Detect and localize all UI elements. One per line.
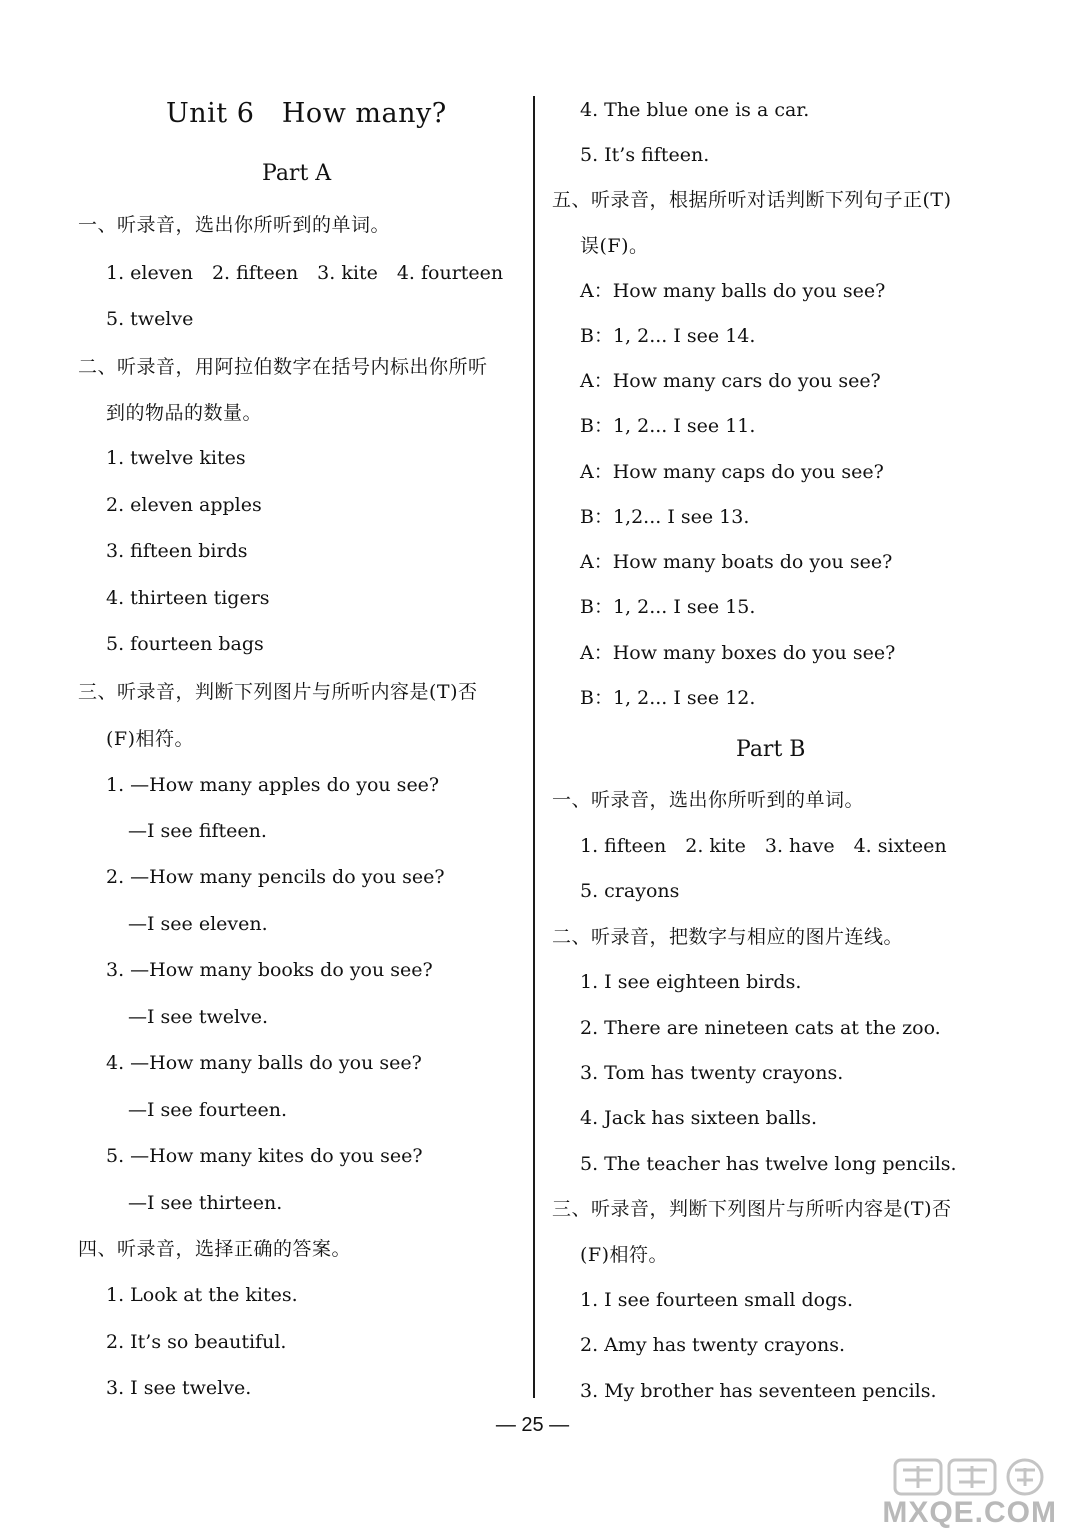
answer-line: 3. —How many books do you see? [106,959,433,981]
dialogue-line: B：1, 2... I see 12. [580,687,756,709]
answer-line: 4. The blue one is a car. [580,99,810,121]
answer-line: 1. —How many apples do you see? [106,774,440,796]
part-b-heading: Part B [736,737,806,762]
section-heading-cont: (F)相符。 [106,728,195,750]
answer-line: 1. Look at the kites. [106,1284,298,1306]
answer-line: 1. fifteen 2. kite 3. have 4. sixteen [580,835,947,857]
answer-line: 4. —How many balls do you see? [106,1052,422,1074]
answer-line: 2. Amy has twenty crayons. [580,1334,846,1356]
section-heading-cont: 到的物品的数量。 [106,402,263,424]
unit-title: Unit 6 How many? [166,98,447,129]
section-heading: 一、听录音，选出你所听到的单词。 [552,789,865,811]
section-heading: 四、听录音，选择正确的答案。 [78,1238,352,1260]
section-heading-cont: (F)相符。 [580,1244,669,1266]
dialogue-line: A：How many boats do you see? [580,551,893,573]
part-a-heading: Part A [262,161,332,186]
answer-line: —I see thirteen. [128,1192,283,1214]
section-heading: 三、听录音，判断下列图片与所听内容是(T)否 [552,1198,952,1220]
answer-line: 1. I see eighteen birds. [580,971,802,993]
answer-line: —I see fourteen. [128,1099,288,1121]
dialogue-line: B：1, 2... I see 14. [580,325,756,347]
section-heading-cont: 误(F)。 [580,235,649,257]
answer-line: —I see fifteen. [128,820,267,842]
answer-line: 5. —How many kites do you see? [106,1145,423,1167]
answer-line: 1. I see fourteen small dogs. [580,1289,854,1311]
answer-line: 1. eleven 2. fifteen 3. kite 4. fourteen [106,262,504,284]
answer-line: 3. Tom has twenty crayons. [580,1062,844,1084]
answer-line: 5. crayons [580,880,680,902]
dialogue-line: A：How many balls do you see? [580,280,886,302]
watermark [882,1458,1057,1530]
answer-line: 3. I see twelve. [106,1377,252,1399]
answer-line: 2. eleven apples [106,494,262,516]
answer-line: —I see eleven. [128,913,268,935]
section-heading: 三、听录音，判断下列图片与所听内容是(T)否 [78,681,478,703]
dialogue-line: A：How many caps do you see? [580,461,884,483]
answer-line: 3. My brother has seventeen pencils. [580,1380,937,1402]
answer-line: 4. thirteen tigers [106,587,270,609]
section-heading: 五、听录音，根据所听对话判断下列句子正(T) [552,189,952,211]
answer-line: 5. twelve [106,308,194,330]
dialogue-line: B：1, 2... I see 11. [580,415,756,437]
answer-line: 5. fourteen bags [106,633,264,655]
answer-line: —I see twelve. [128,1006,269,1028]
answer-line: 2. It’s so beautiful. [106,1331,287,1353]
answer-line: 4. Jack has sixteen balls. [580,1107,818,1129]
answer-line: 5. It’s fifteen. [580,144,710,166]
watermark-site: MXQE.COM [882,1496,1057,1529]
dialogue-line: B：1, 2... I see 15. [580,596,756,618]
watermark-logo-icon [893,1458,1053,1496]
dialogue-line: A：How many cars do you see? [580,370,881,392]
answer-line: 1. twelve kites [106,447,246,469]
answer-line: 2. There are nineteen cats at the zoo. [580,1017,941,1039]
section-heading: 一、听录音，选出你所听到的单词。 [78,214,391,236]
column-divider [533,96,535,1398]
section-heading: 二、听录音，用阿拉伯数字在括号内标出你所听 [78,356,488,378]
dialogue-line: A：How many boxes do you see? [580,642,896,664]
page-number: — 25 — [495,1414,570,1436]
dialogue-line: B：1,2... I see 13. [580,506,750,528]
answer-line: 3. fifteen birds [106,540,248,562]
answer-line: 2. —How many pencils do you see? [106,866,445,888]
section-heading: 二、听录音，把数字与相应的图片连线。 [552,926,904,948]
answer-line: 5. The teacher has twelve long pencils. [580,1153,957,1175]
